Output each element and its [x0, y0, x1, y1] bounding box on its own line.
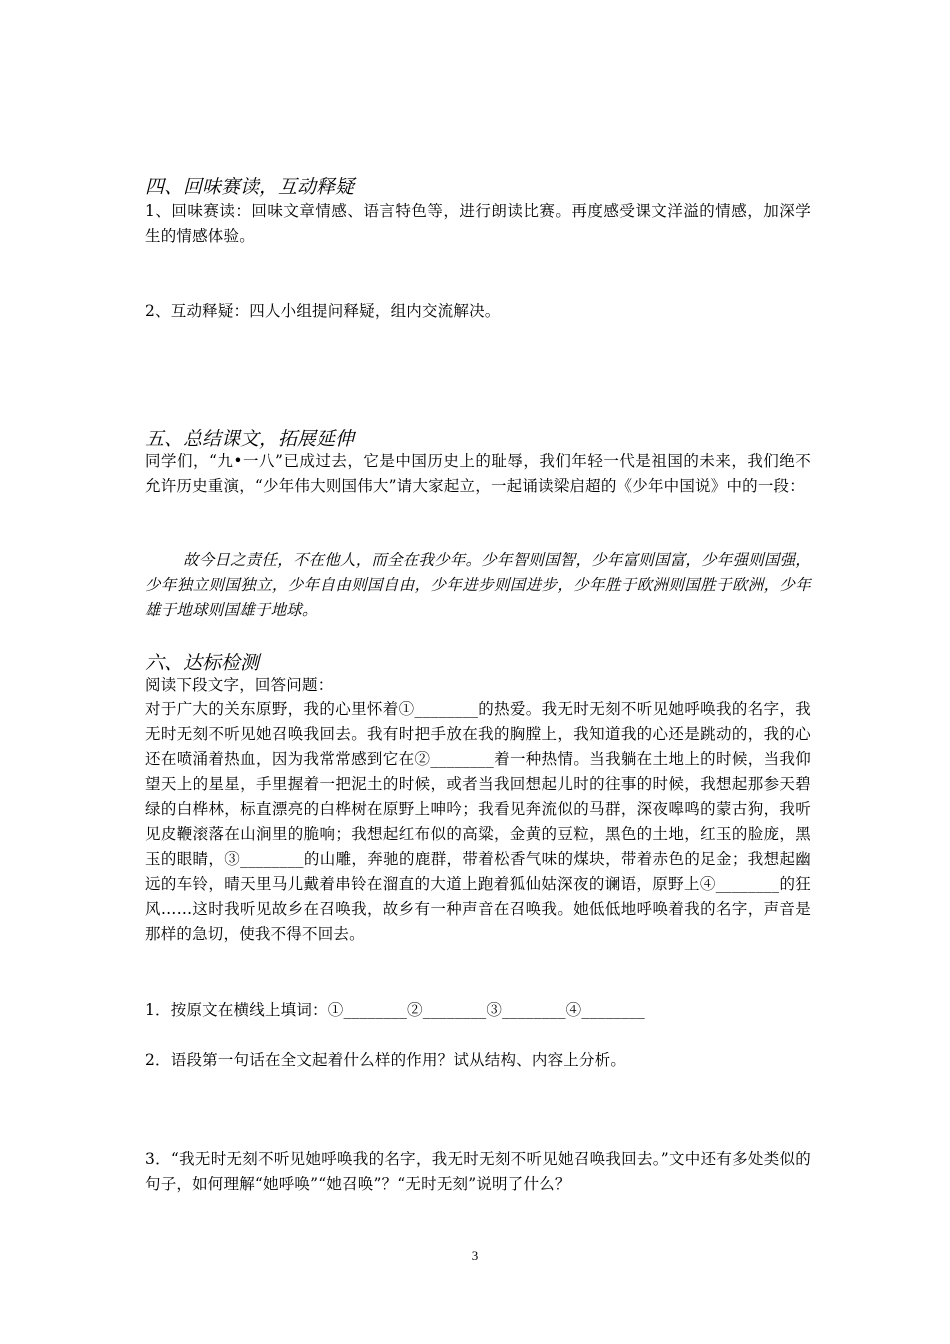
question-3: 3．“我无时无刻不听见她呼唤我的名字，我无时无刻不听见她召唤我回去。”文中还有多处类似的句子，如何理解“她呼唤”“她召唤”？“无时无刻”说明了什么？	[145, 1150, 811, 1193]
paragraph-summary: 同学们，“九•一八”已成过去，它是中国历史上的耻辱，我们年轻一代是祖国的未来，我们绝不允许历史重演，“少年伟大则国伟大”请大家起立，一起诵读梁启超的《少年中国说》中的一段：	[145, 452, 811, 495]
page-number: 3	[471, 1248, 479, 1263]
quote-youth-china: 故今日之责任，不在他人，而全在我少年。少年智则国智，少年富则国富，少年强则国强，少年独立则国独立，少年自由则国自由，少年进步则国进步，少年胜于欧洲则国胜于欧洲，少年雄于地球则国雄于地球。	[145, 551, 812, 619]
instruction-text: 阅读下段文字，回答问题：	[145, 676, 334, 694]
reading-passage: 对于广大的关东原野，我的心里怀着①________的热爱。我无时无刻不听见她呼唤我的名字，我无时无刻不听见她召唤我回去。我有时把手放在我的胸膛上，我知道我的心还是跳动的，我的心还在喷涌着热血，因为我常常感到它在②________着一种热情。当我躺在土地上的时候，当我仰望天上的星星，手里握着一把泥土的时候，或者当我回想起儿时的往事的时候，我想起那参天碧绿的白桦林，标直漂亮的白桦树在原野上呻吟；我看见奔流似的马群，深夜嗥鸣的蒙古狗，我听见皮鞭滚落在山涧里的脆响；我想起红布似的高粱，金黄的豆粒，黑色的土地，红玉的脸庞，黑玉的眼睛，③________的山雕，奔驰的鹿群，带着松香气味的煤块，带着赤色的足金；我想起幽远的车铃，晴天里马儿戴着串铃在溜直的大道上跑着狐仙姑深夜的谰语，原野上④________的狂风……这时我听见故乡在召唤我，故乡有一种声音在召唤我。她低低地呼唤着我的名字，声音是那样的急切，使我不得不回去。	[145, 700, 811, 943]
question-1: 1．按原文在横线上填词：①________②________③________④________	[145, 1001, 645, 1019]
question-2: 2．语段第一句话在全文起着什么样的作用？试从结构、内容上分析。	[145, 1051, 627, 1069]
paragraph-reread: 1、回味赛读：回味文章情感、语言特色等，进行朗读比赛。再度感受课文洋溢的情感，加深学生的情感体验。	[145, 202, 811, 245]
paragraph-interactive-qa: 2、互动释疑：四人小组提问释疑，组内交流解决。	[145, 302, 501, 320]
section-heading-4: 四、回味赛读，互动释疑	[145, 176, 355, 198]
section-heading-5: 五、总结课文，拓展延伸	[145, 428, 355, 450]
section-heading-6: 六、达标检测	[145, 652, 260, 674]
